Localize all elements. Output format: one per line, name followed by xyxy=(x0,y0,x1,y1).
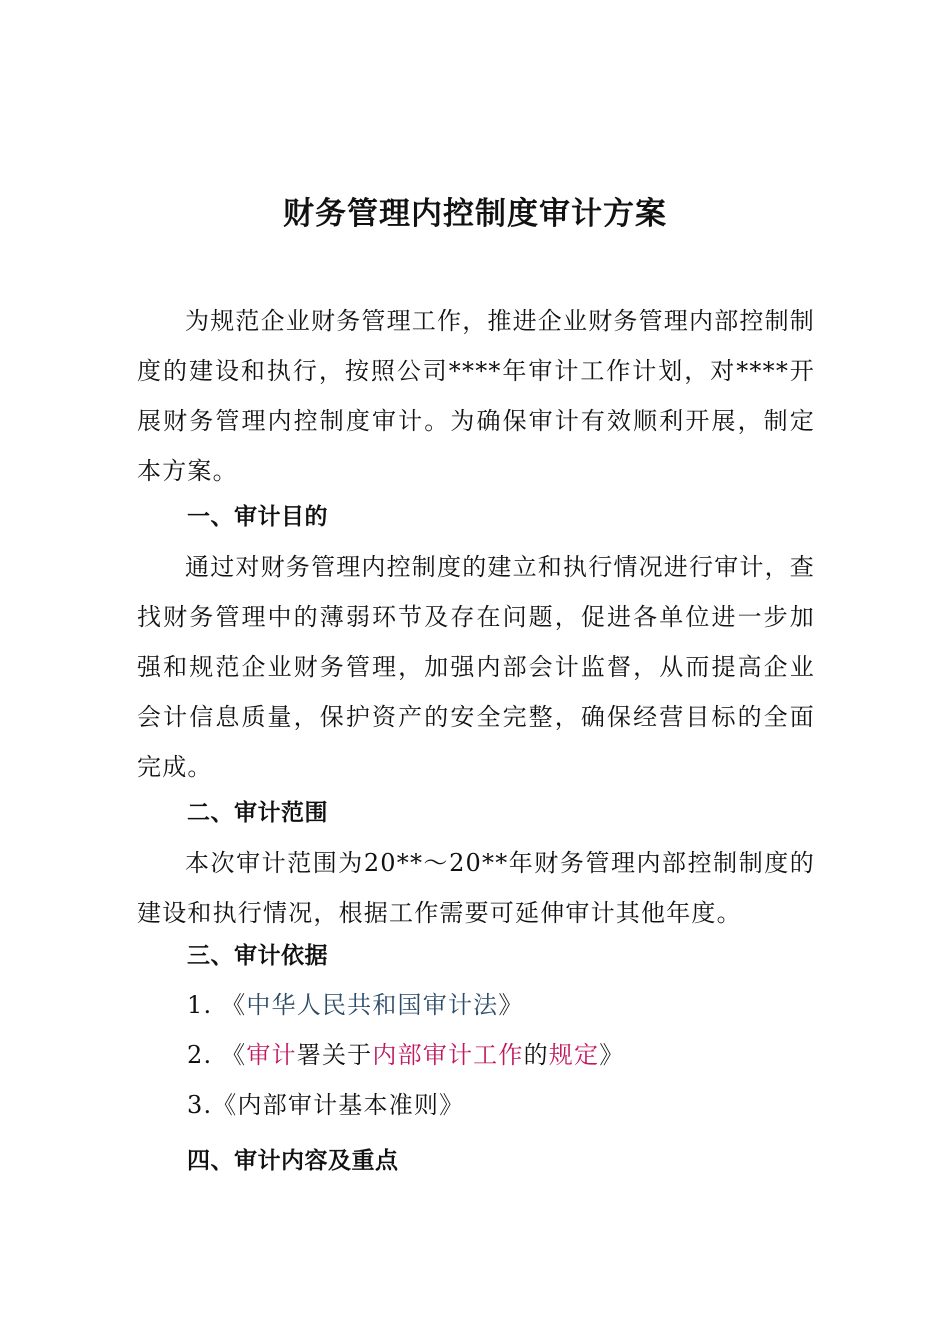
audit-law-link[interactable]: 中华人民共和国审计法 xyxy=(246,991,499,1019)
basis-item-2-close-bracket: 》 xyxy=(599,1041,625,1069)
internal-audit-work-link[interactable]: 内部审计工作 xyxy=(372,1041,524,1069)
basis-item-1-close-bracket: 》 xyxy=(498,991,524,1019)
basis-item-2-open-bracket: 《 xyxy=(221,1041,247,1069)
section-heading-content: 四、审计内容及重点 xyxy=(187,1148,399,1174)
audit-link[interactable]: 审计 xyxy=(246,1041,297,1069)
regulation-link[interactable]: 规定 xyxy=(548,1041,600,1069)
basis-item-2-number: 2. xyxy=(187,1041,213,1069)
intro-paragraph: 为规范企业财务管理工作，推进企业财务管理内部控制制度的建设和执行，按照公司****年审计工作计划，对****开展财务管理内控制度审计。为确保审计有效顺利开展，制定本方案。 xyxy=(137,307,815,485)
purpose-paragraph: 通过对财务管理内控制度的建立和执行情况进行审计，查找财务管理中的薄弱环节及存在问题，促进各单位进一步加强和规范企业财务管理，加强内部会计监督，从而提高企业会计信息质量，保护资产的安全完整，确保经营目标的全面完成。 xyxy=(137,553,815,781)
scope-paragraph: 本次审计范围为20**～20**年财务管理内部控制制度的建设和执行情况，根据工作需要可延伸审计其他年度。 xyxy=(137,849,815,927)
basis-item-2-text-a: 署关于 xyxy=(296,1041,373,1069)
section-heading-purpose: 一、审计目的 xyxy=(187,504,328,530)
basis-item-2-text-b: 的 xyxy=(523,1041,549,1069)
document-title: 财务管理内控制度审计方案 xyxy=(283,196,667,232)
section-heading-scope: 二、审计范围 xyxy=(187,800,328,826)
basis-item-1 xyxy=(187,985,524,1025)
section-heading-basis: 三、审计依据 xyxy=(187,943,328,969)
basis-item-2 xyxy=(187,1035,624,1075)
basis-item-1-open-bracket: 《 xyxy=(221,991,247,1019)
basis-item-1-number: 1. xyxy=(187,991,213,1019)
basis-item-3: 3.《内部审计基本准则》 xyxy=(187,1091,465,1119)
